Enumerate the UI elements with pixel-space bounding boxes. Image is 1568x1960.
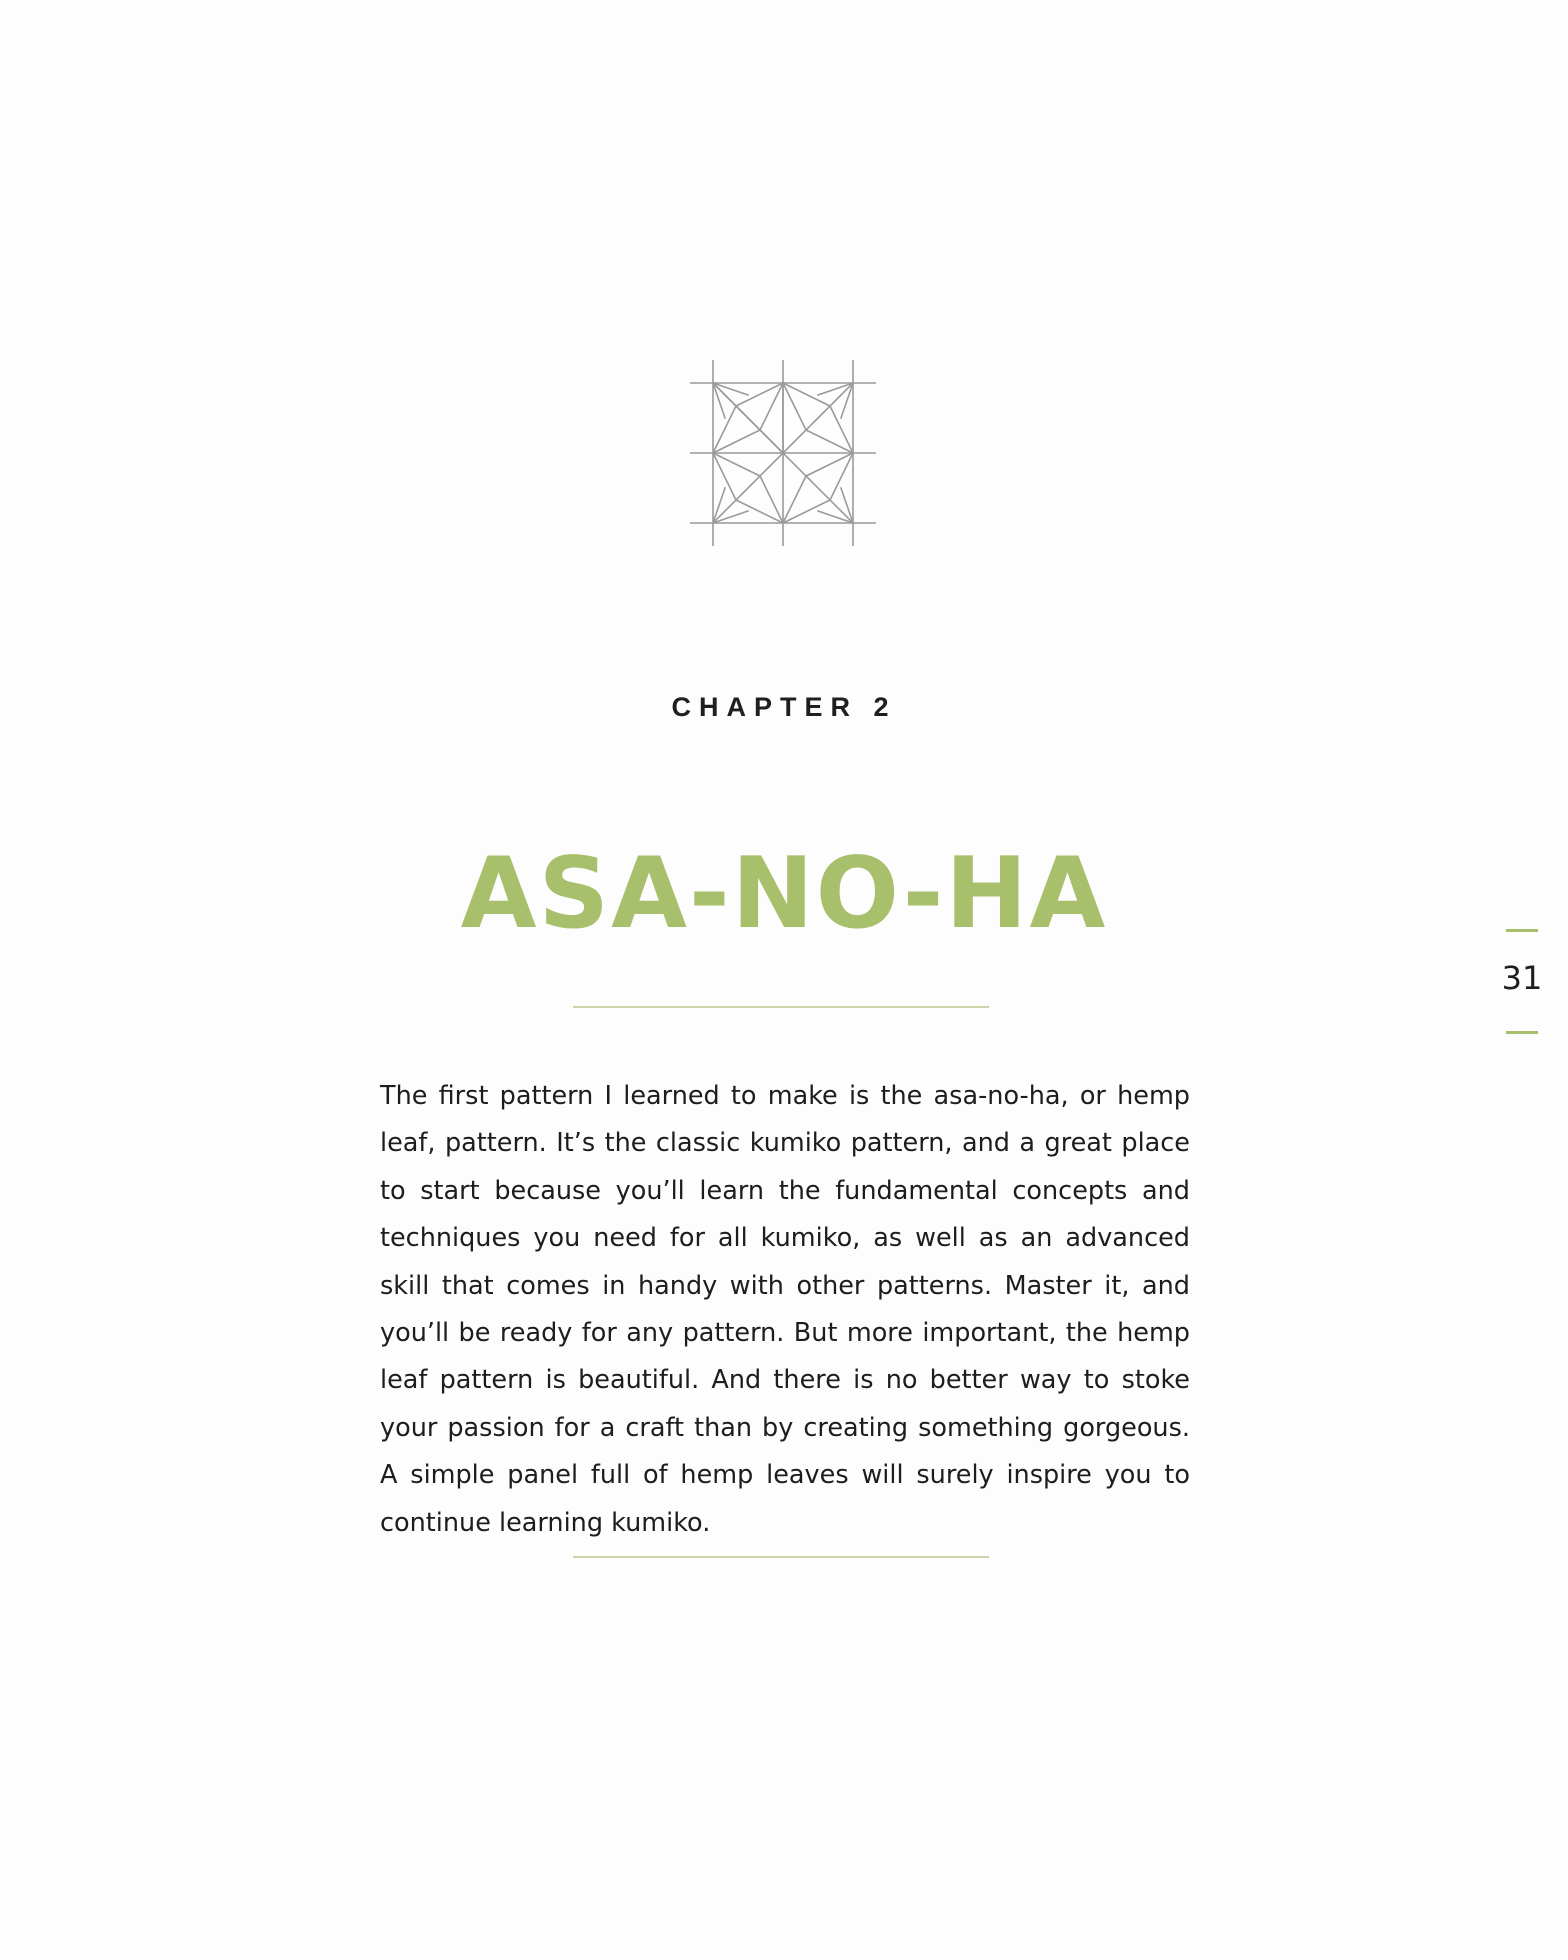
page-number: 31 xyxy=(1501,959,1543,997)
chapter-title: ASA-NO-HA xyxy=(460,837,1108,951)
chapter-label: CHAPTER 2 xyxy=(671,692,897,722)
body-paragraph: The first pattern I learned to make is the asa-no-ha, or hemp leaf, pattern. It’s the classic kumiko pattern, and a great place to start because you’ll learn the fundamental concepts and techniques you need for all kumiko, as well as an advanced skill that comes in handy with other patterns. Master it, and you’ll be ready for any pattern. But more important, the hemp leaf pattern is beautiful. And there is no better way to stoke your passion for a craft than by creating something gorgeous. A simple panel full of hemp leaves will surely inspire you to continue learning kumiko. xyxy=(380,1081,1190,1538)
divider-top xyxy=(573,1006,989,1008)
page-number-marker xyxy=(1500,925,1544,1037)
page-number-rule-top xyxy=(1506,929,1538,932)
divider-bottom xyxy=(573,1556,989,1558)
page-number-rule-bottom xyxy=(1506,1031,1538,1034)
asa-no-ha-pattern-icon xyxy=(690,360,876,546)
